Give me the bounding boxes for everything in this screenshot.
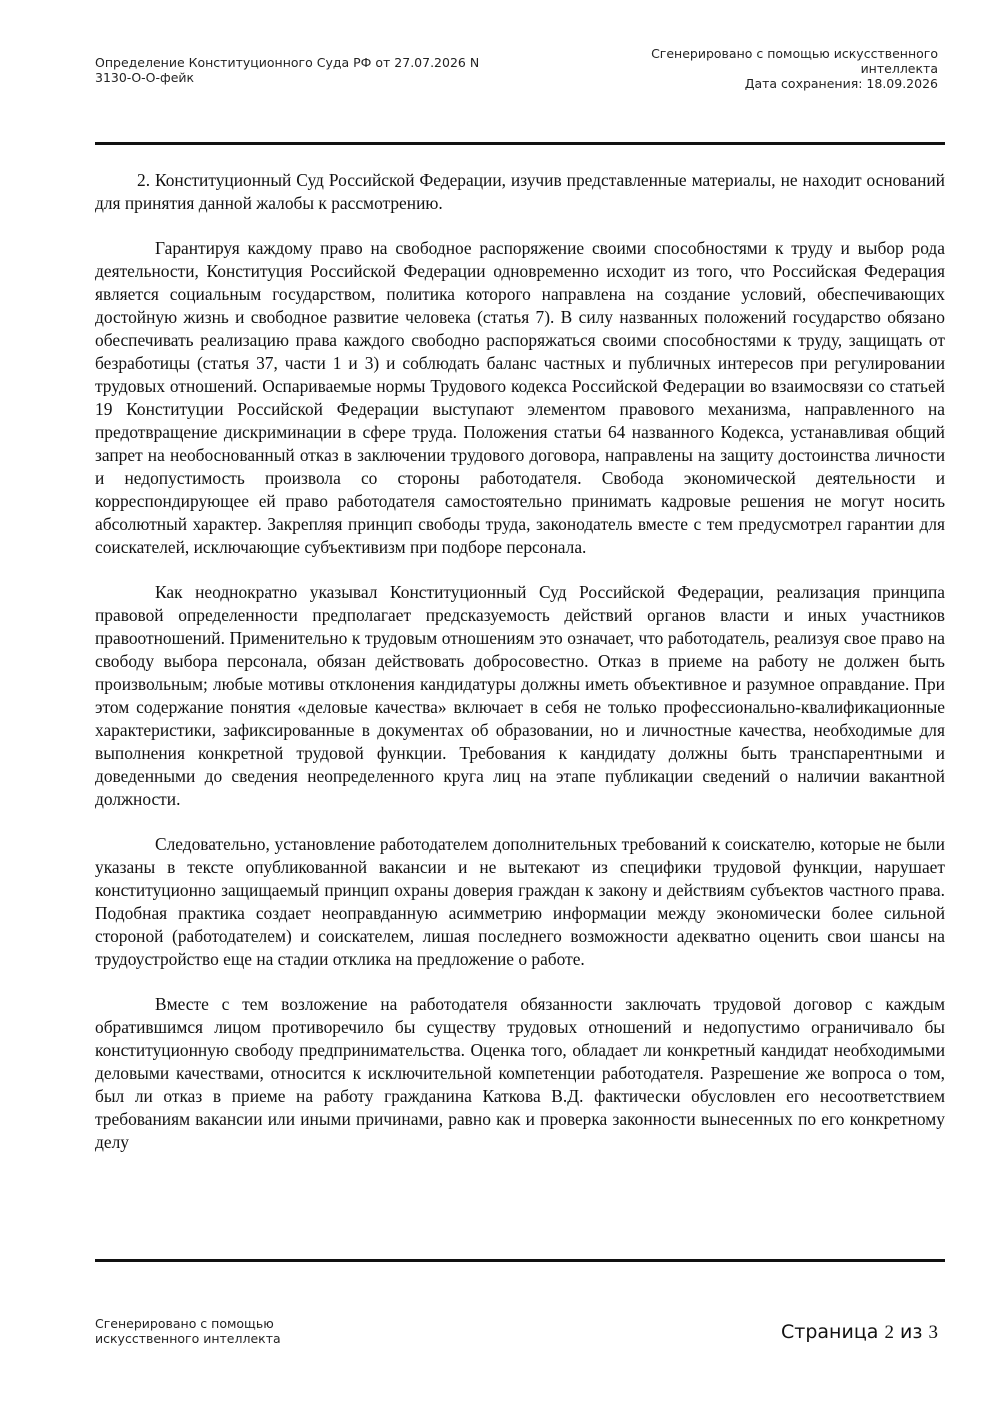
header-generated-line-1: Сгенерировано с помощью искусственного bbox=[651, 46, 938, 61]
page-word: Страница bbox=[781, 1321, 879, 1343]
saved-date: Дата сохранения: 18.09.2026 bbox=[744, 76, 938, 91]
document-body bbox=[95, 169, 945, 1154]
paragraph: Следовательно, установление работодателем дополнительных требований к соискателю, которые не были указаны в тексте опубликованной вакансии и не вытекают из специфики трудовой функции, нарушает конституционно защищаемый принцип охраны доверия граждан к закону и действиям субъектов частного права. Подобная практика создает неоправданную асимметрию информации между экономически более сильной стороной (работодателем) и соискателем, лишая последнего возможности адекватно оценить свои шансы на трудоустройство еще на стадии отклика на предложение о работе. bbox=[95, 834, 945, 969]
paragraph: Как неоднократно указывал Конституционный Суд Российской Федерации, реализация принципа правовой определенности предполагает предсказуемость действий органов власти и иных участников правоотношений. Применительно к трудовым отношениям это означает, что работодатель, реализуя свое право на свободу выбора персонала, обязан действовать добросовестно. Отказ в приеме на работу не должен быть произвольным; любые мотивы отклонения кандидатуры должны иметь объективное и разумное оправдание. При этом содержание понятия «деловые качества» включает в себя не только профессионально-квалификационные характеристики, зафиксированные в документах об образовании, но и личностные качества, необходимые для выполнения конкретной трудовой функции. Требования к кандидату должны быть транспарентными и доведенными до сведения неопределенного круга лиц на этапе публикации сведений о наличии вакантной должности. bbox=[95, 582, 945, 809]
footer-generated-info bbox=[95, 1316, 355, 1346]
page-current: 2 bbox=[884, 1322, 894, 1343]
paragraph: Вместе с тем возложение на работодателя обязанности заключать трудовой договор с каждым обратившимся лицом противоречило бы существу трудовых отношений и недопустимо ограничивало бы конституционную свободу предпринимательства. Оценка того, обладает ли конкретный кандидат необходимыми деловыми качествами, относится к исключительной компетенции работодателя. Разрешение же вопроса о том, был ли отказ в приеме на работу гражданина Каткова В.Д. фактически обусловлен его несоответствием требованиям вакансии или иными причинами, равно как и проверка законности вынесенных по его конкретному делу bbox=[95, 994, 945, 1152]
header-generated-line-2: интеллекта bbox=[860, 61, 938, 76]
page-number bbox=[781, 1321, 938, 1344]
footer-divider bbox=[95, 1259, 945, 1262]
document-title-line-1: Определение Конституционного Суда РФ от 27.07.2026 N bbox=[95, 55, 480, 70]
footer-generated-line-2: искусственного интеллекта bbox=[95, 1331, 281, 1346]
document-title bbox=[95, 55, 535, 85]
page-of: из bbox=[900, 1321, 923, 1343]
header-generated-info bbox=[578, 46, 938, 91]
paragraph: 2. Конституционный Суд Российской Федерации, изучив представленные материалы, не находит оснований для принятия данной жалобы к рассмотрению. bbox=[95, 170, 945, 213]
document-title-line-2: 3130-О-О-фейк bbox=[95, 70, 195, 85]
footer-generated-line-1: Сгенерировано с помощью bbox=[95, 1316, 274, 1331]
page-total: 3 bbox=[928, 1322, 938, 1343]
header-divider bbox=[95, 142, 945, 145]
paragraph: Гарантируя каждому право на свободное распоряжение своими способностями к труду и выбор рода деятельности, Конституция Российской Федерации одновременно исходит из того, что Российская Федерация является социальным государством, политика которого направлена на создание условий, обеспечивающих достойную жизнь и свободное развитие человека (статья 7). В силу названных положений государство обязано обеспечивать реализацию права каждого свободно распоряжаться своими способностями к труду, защищать от безработицы (статья 37, части 1 и 3) и соблюдать баланс частных и публичных интересов при регулировании трудовых отношений. Оспариваемые нормы Трудового кодекса Российской Федерации во взаимосвязи со статьей 19 Конституции Российской Федерации выступают элементом правового механизма, направленного на предотвращение дискриминации в сфере труда. Положения статьи 64 названного Кодекса, устанавливая общий запрет на необоснованный отказ в заключении трудового договора, направлены на защиту достоинства личности и недопустимость произвола со стороны работодателя. Свобода экономической деятельности и корреспондирующее ей право работодателя самостоятельно принимать кадровые решения не могут носить абсолютный характер. Закрепляя принцип свободы труда, законодатель вместе с тем предусмотрел гарантии для соискателей, исключающие субъективизм при подборе персонала. bbox=[95, 238, 945, 557]
